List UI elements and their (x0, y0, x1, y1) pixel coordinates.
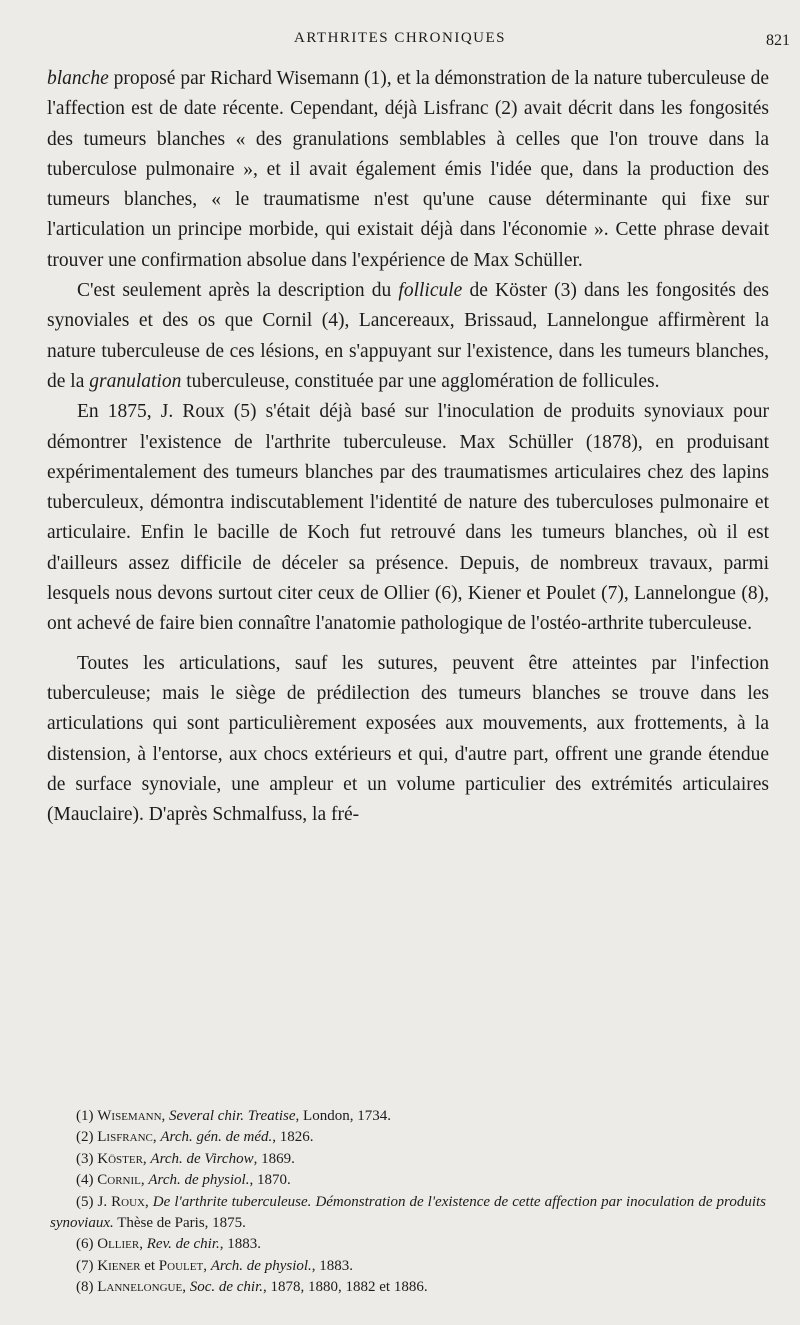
page-number: 821 (766, 32, 790, 49)
text-segment: , 1883. (311, 1257, 354, 1274)
text-segment: (3) (76, 1150, 98, 1167)
text-segment: Kiener (97, 1257, 141, 1274)
text-segment: De l'arthrite tuberculeuse. Démonstration de l'existence de cette affection par inoculation de produits synoviaux. (50, 1193, 766, 1232)
text-segment: (1) (76, 1108, 98, 1124)
text-segment: Toutes les articulations, sauf les sutures, peuvent être atteintes par l'infection tuberculeuse; mais le siège de prédilection des tumeurs blanches se trouve dans les articulations qui sont particulièrement exposées aux mouvements, aux frottements, à la distension, à l'entorse, aux chocs extérieurs et qui, d'autre part, offrent une grande étendue de surface synoviale, une ampleur et un volume particulier des extrémités articulaires (Mauclaire). D'après Schmalfuss, la fré- (47, 652, 769, 826)
text-segment: tuberculeuse, constituée par une agglomération de follicules. (181, 370, 660, 392)
text-segment: , (152, 1129, 161, 1146)
footnote-1 (50, 1106, 766, 1127)
text-segment: Several chir. Treatise (169, 1108, 296, 1124)
text-segment: , 1870. (249, 1172, 291, 1189)
footnote-5 (50, 1192, 766, 1235)
text-segment: (2) (76, 1129, 98, 1146)
footnote-4 (50, 1170, 766, 1191)
text-segment: , (145, 1193, 153, 1210)
text-segment: Rev. de chir. (146, 1236, 220, 1253)
text-segment: Lisfranc (97, 1129, 153, 1146)
text-segment: , 1826. (272, 1129, 314, 1146)
text-segment: J. Roux (97, 1193, 145, 1210)
text-segment: Cornil (97, 1172, 141, 1189)
text-segment: Thèse de Paris, 1875. (113, 1215, 246, 1232)
text-segment: (5) (76, 1193, 98, 1210)
text-segment: Köster (97, 1150, 143, 1167)
text-segment: En 1875, J. Roux (5) s'était déjà basé sur l'inoculation de produits synoviaux pour démontrer l'existence de l'arthrite tuberculeuse. Max Schüller (1878), en produisant expérimentalement des tumeurs blanches par des traumatismes articulaires chez des lapins tuberculeux, démontra indiscutablement l'identité de nature des tuberculoses pulmonaire et articulaire. Enfin le bacille de Koch fut retrouvé dans les tumeurs blanches, où il est d'ailleurs assez difficile de déceler sa présence. Depuis, de nombreux travaux, parmi lesquels nous devons surtout citer ceux de Ollier (6), Kiener et Poulet (7), Lannelongue (8), ont achevé de faire bien connaître l'anatomie pathologique de l'ostéo-arthrite tuberculeuse. (47, 401, 769, 635)
footnote-7 (50, 1256, 766, 1277)
text-segment: , 1883. (219, 1236, 262, 1253)
text-segment: proposé par Richard Wisemann (1), et la démonstration de la nature tuberculeuse de l'affection est de date récente. Cependant, déjà Lisfranc (2) avait décrit dans les fongosités des tumeurs blanches « des granulations semblables à celles que l'on trouve dans la tuberculose pulmonaire », et il avait également émis l'idée que, dans la production des tumeurs blanches, « le traumatisme n'est qu'une cause déterminante qui fixe sur l'articulation un principe morbide, qui existait déjà dans l'économie ». Cette phrase devait trouver une confirmation absolue dans l'expérience de Max Schüller. (47, 68, 769, 271)
footnotes (50, 1106, 766, 1299)
text-segment: Arch. de Virchow (150, 1150, 254, 1167)
text-segment: (7) (76, 1257, 98, 1274)
text-segment: , 1878, 1880, 1882 et 1886. (263, 1279, 428, 1296)
footnote-6 (50, 1234, 766, 1255)
text-segment: de Köster (3) dans les fongosités des synoviales et des os que Cornil (4), Lancereaux, Brissaud, Lannelongue affirmèrent la nature tuberculeuse de ces lésions, en s'appuyant sur l'existence, dans les tumeurs blanches, de la (47, 280, 769, 392)
text-segment: , (182, 1279, 190, 1296)
text-segment: (6) (76, 1236, 98, 1253)
text-segment: C'est seulement après la description du (77, 280, 399, 302)
text-segment: , (140, 1172, 149, 1189)
text-segment: Soc. de chir. (189, 1279, 264, 1296)
text-segment: Lannelongue (97, 1279, 183, 1296)
text-segment: Arch. de physiol. (210, 1257, 312, 1274)
paragraph-4 (47, 649, 769, 831)
body-text (47, 64, 769, 830)
text-segment: , 1869. (253, 1150, 295, 1167)
footnote-8 (50, 1277, 766, 1298)
text-segment: Arch. de physiol. (148, 1172, 250, 1189)
text-segment: , (142, 1150, 151, 1167)
text-segment: et (140, 1257, 159, 1274)
paragraph-3 (47, 397, 769, 639)
text-segment: , (139, 1236, 147, 1253)
text-segment: Poulet (158, 1257, 204, 1274)
text-segment: blanche (47, 68, 109, 89)
text-segment: (4) (76, 1172, 98, 1189)
paragraph-1 (47, 64, 769, 276)
footnote-2 (50, 1127, 766, 1148)
footnote-3 (50, 1149, 766, 1170)
running-title: ARTHRITES CHRONIQUES (293, 30, 507, 46)
page-header (0, 30, 800, 58)
text-segment: granulation (89, 370, 182, 392)
text-segment: Wisemann (97, 1108, 162, 1124)
text-segment: Ollier (97, 1236, 140, 1253)
text-segment: , London, 1734. (295, 1108, 391, 1124)
text-segment: (8) (76, 1279, 98, 1296)
text-segment: follicule (398, 280, 463, 302)
paragraph-2 (47, 276, 769, 397)
text-segment: , (161, 1108, 170, 1124)
text-segment: Arch. gén. de méd. (160, 1129, 273, 1146)
text-segment: , (203, 1257, 211, 1274)
